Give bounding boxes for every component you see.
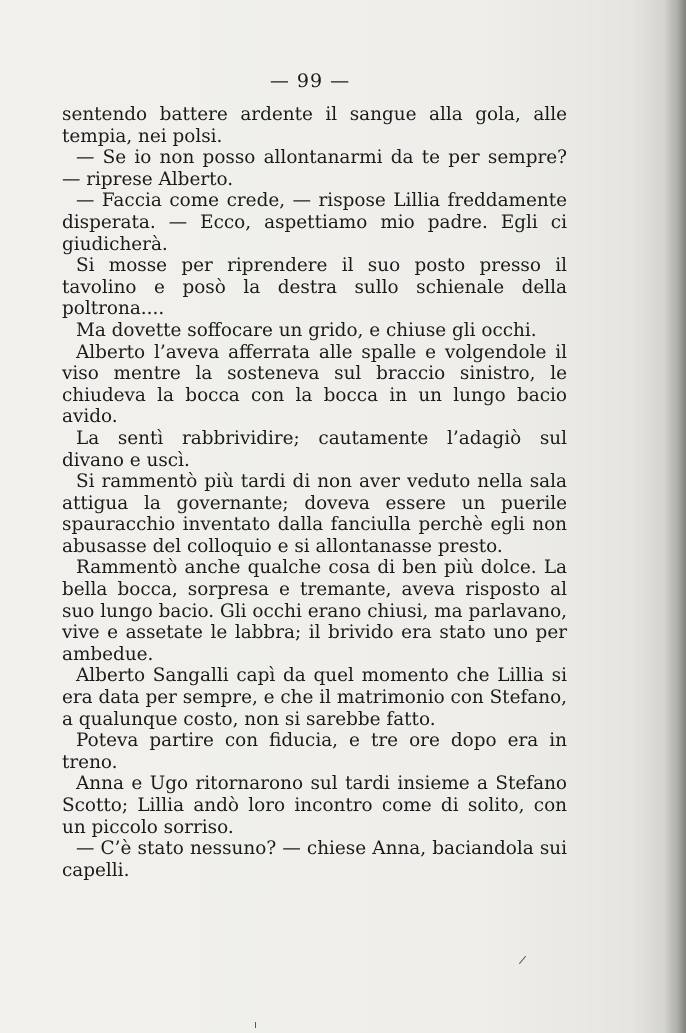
paragraph: Si mosse per riprendere il suo posto presso il tavolino e posò la destra sullo schienale della poltrona.... [62, 255, 567, 320]
paragraph: Poteva partire con fiducia, e tre ore dopo era in treno. [62, 730, 567, 773]
page-edge-shadow [664, 0, 686, 1033]
paragraph: sentendo battere ardente il sangue alla gola, alle tempia, nei polsi. [62, 104, 567, 147]
paragraph: — Faccia come crede, — rispose Lillia freddamente disperata. — Ecco, aspettiamo mio padre. Egli ci giudicherà. [62, 190, 567, 255]
paper-speck [519, 956, 526, 964]
paragraph: Ma dovette soffocare un grido, e chiuse gli occhi. [76, 319, 537, 341]
paragraph: — Se io non posso allontanarmi da te per sempre? — riprese Alberto. [62, 147, 567, 190]
body-text [62, 104, 567, 881]
paragraph: La sentì rabbrividire; cautamente l’adagiò sul divano e uscì. [62, 427, 567, 471]
paragraph: Alberto l’aveva afferrata alle spalle e volgendole il viso mentre la sosteneva sul braccio sinistro, le chiudeva la bocca con la bocca in un lungo bacio avido. [62, 341, 567, 428]
paragraph: Anna e Ugo ritornarono sul tardi insieme a Stefano Scotto; Lillia andò loro incontro come di solito, con un piccolo sorriso. [62, 773, 567, 838]
paragraph: — C’è stato nessuno? — chiese Anna, baciandola sui capelli. [62, 838, 567, 881]
page-number: — 99 — [269, 70, 351, 92]
paragraph: Rammentò anche qualche cosa di ben più dolce. La bella bocca, sorpresa e tremante, aveva risposto al suo lungo bacio. Gli occhi erano chiusi, ma parlavano, vive e assetate le labbra; il brivido era stato uno per ambedue. [62, 557, 567, 665]
paper-speck [255, 1022, 256, 1028]
paragraph: Alberto Sangalli capì da quel momento che Lillia si era data per sempre, e che il matrimonio con Stefano, a qualunque costo, non si sarebbe fatto. [62, 665, 567, 730]
paragraph: Si rammentò più tardi di non aver veduto nella sala attigua la governante; doveva essere un puerile spauracchio inventato dalla fanciulla perchè egli non abusasse del colloquio e si allontanasse presto. [62, 471, 567, 557]
